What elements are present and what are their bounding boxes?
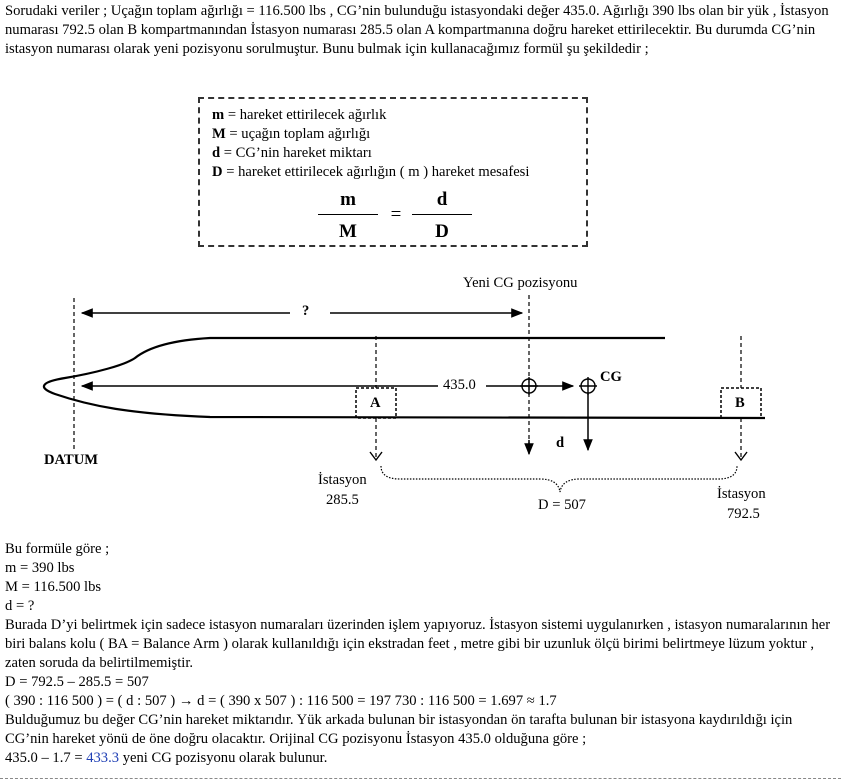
fraction-right-denominator: D — [435, 221, 449, 242]
calc-paragraph-2: Bulduğumuz bu değer CG’nin hareket miktarıdır. Yük arkada bulunan bir istasyondan ön tarafta bulunan bir istasyona kaydırıldığı için CG’nin hareket yönü de öne doğru olacaktır. Orijinal CG pozisyonu İstasyon 435.0 olduğuna göre ; — [5, 712, 793, 747]
new-cg-label: Yeni CG pozisyonu — [463, 275, 578, 291]
def-D: D = hareket ettirilecek ağırlığın ( m ) hareket mesafesi — [212, 164, 530, 180]
fraction-equals: = — [390, 204, 402, 225]
station-b-title: İstasyon — [717, 486, 766, 502]
datum-label: DATUM — [44, 452, 99, 468]
fraction-right-bar — [412, 214, 472, 215]
cg-move-label: d — [556, 435, 565, 451]
diagram-drawing — [0, 270, 841, 540]
calc-paragraph-1: Burada D’yi belirtmek için sadece istasyon numaraları üzerinden işlem yapıyoruz. İstasyon sistemi uygulanırken , istasyon numaralarının her biri balans kolu ( BA = Balance Arm ) olarak kullanıldığı için ekstradan feet , metre gibi bir uzunluk ölçü birimi belirtmeye lüzum yoktur , zaten soruda da belirtilmemiştir. — [5, 617, 831, 671]
final-result-value: 433.3 — [86, 750, 120, 766]
station-a-value: 285.5 — [326, 492, 359, 508]
fuselage-outline — [44, 338, 765, 418]
def-m: m = hareket ettirilecek ağırlık — [212, 107, 387, 123]
fraction-left-denominator: M — [339, 221, 357, 242]
fraction-left-bar — [318, 214, 378, 215]
cg-label: CG — [600, 369, 622, 385]
def-M: M = uçağın toplam ağırlığı — [212, 126, 371, 142]
station-b-value: 792.5 — [727, 506, 760, 522]
bottom-divider — [0, 778, 841, 779]
calc-line-6: ( 390 : 116 500 ) = ( d : 507 ) → d = ( 390 x 507 ) : 116 500 = 197 730 : 116 500 = 1.697 ≈ 1.7 — [5, 693, 557, 709]
distance-brace — [381, 466, 737, 492]
distance-label: D = 507 — [538, 497, 586, 513]
calc-line-2: m = 390 lbs — [5, 560, 75, 576]
intro-paragraph: Sorudaki veriler ; Uçağın toplam ağırlığı = 116.500 lbs , CG’nin bulunduğu istasyondaki değer 435.0. Ağırlığı 390 lbs olan bir yük , İstasyon numarası 792.5 olan B kompartmanından İstasyon numarası 285.5 olan A kompartmanına doğru hareket ettirilecektir. Bu durumda CG’nin istasyon numarası olarak yeni pozisyonu sorulmuştur. Bunu bulmak için kullanacağımız formül şu şekildedir ; — [5, 3, 829, 57]
formula-box — [198, 97, 588, 247]
station-a-title: İstasyon — [318, 472, 367, 488]
fraction-left-numerator: m — [340, 189, 356, 210]
calc-line-4: d = ? — [5, 598, 35, 614]
def-d: d = CG’nin hareket miktarı — [212, 145, 372, 161]
cg-station-value: 435.0 — [443, 377, 476, 393]
calculation-text — [5, 540, 835, 768]
unknown-distance-label: ? — [302, 303, 310, 319]
calc-line-1: Bu formüle göre ; — [5, 541, 110, 557]
calc-line-3: M = 116.500 lbs — [5, 579, 102, 595]
fraction-right-numerator: d — [436, 189, 448, 210]
final-result-line: 435.0 – 1.7 = 433.3 yeni CG pozisyonu olarak bulunur. — [5, 750, 328, 766]
compartment-a-label: A — [370, 395, 381, 411]
compartment-b-label: B — [735, 395, 745, 411]
calc-line-5: D = 792.5 – 285.5 = 507 — [5, 674, 149, 690]
